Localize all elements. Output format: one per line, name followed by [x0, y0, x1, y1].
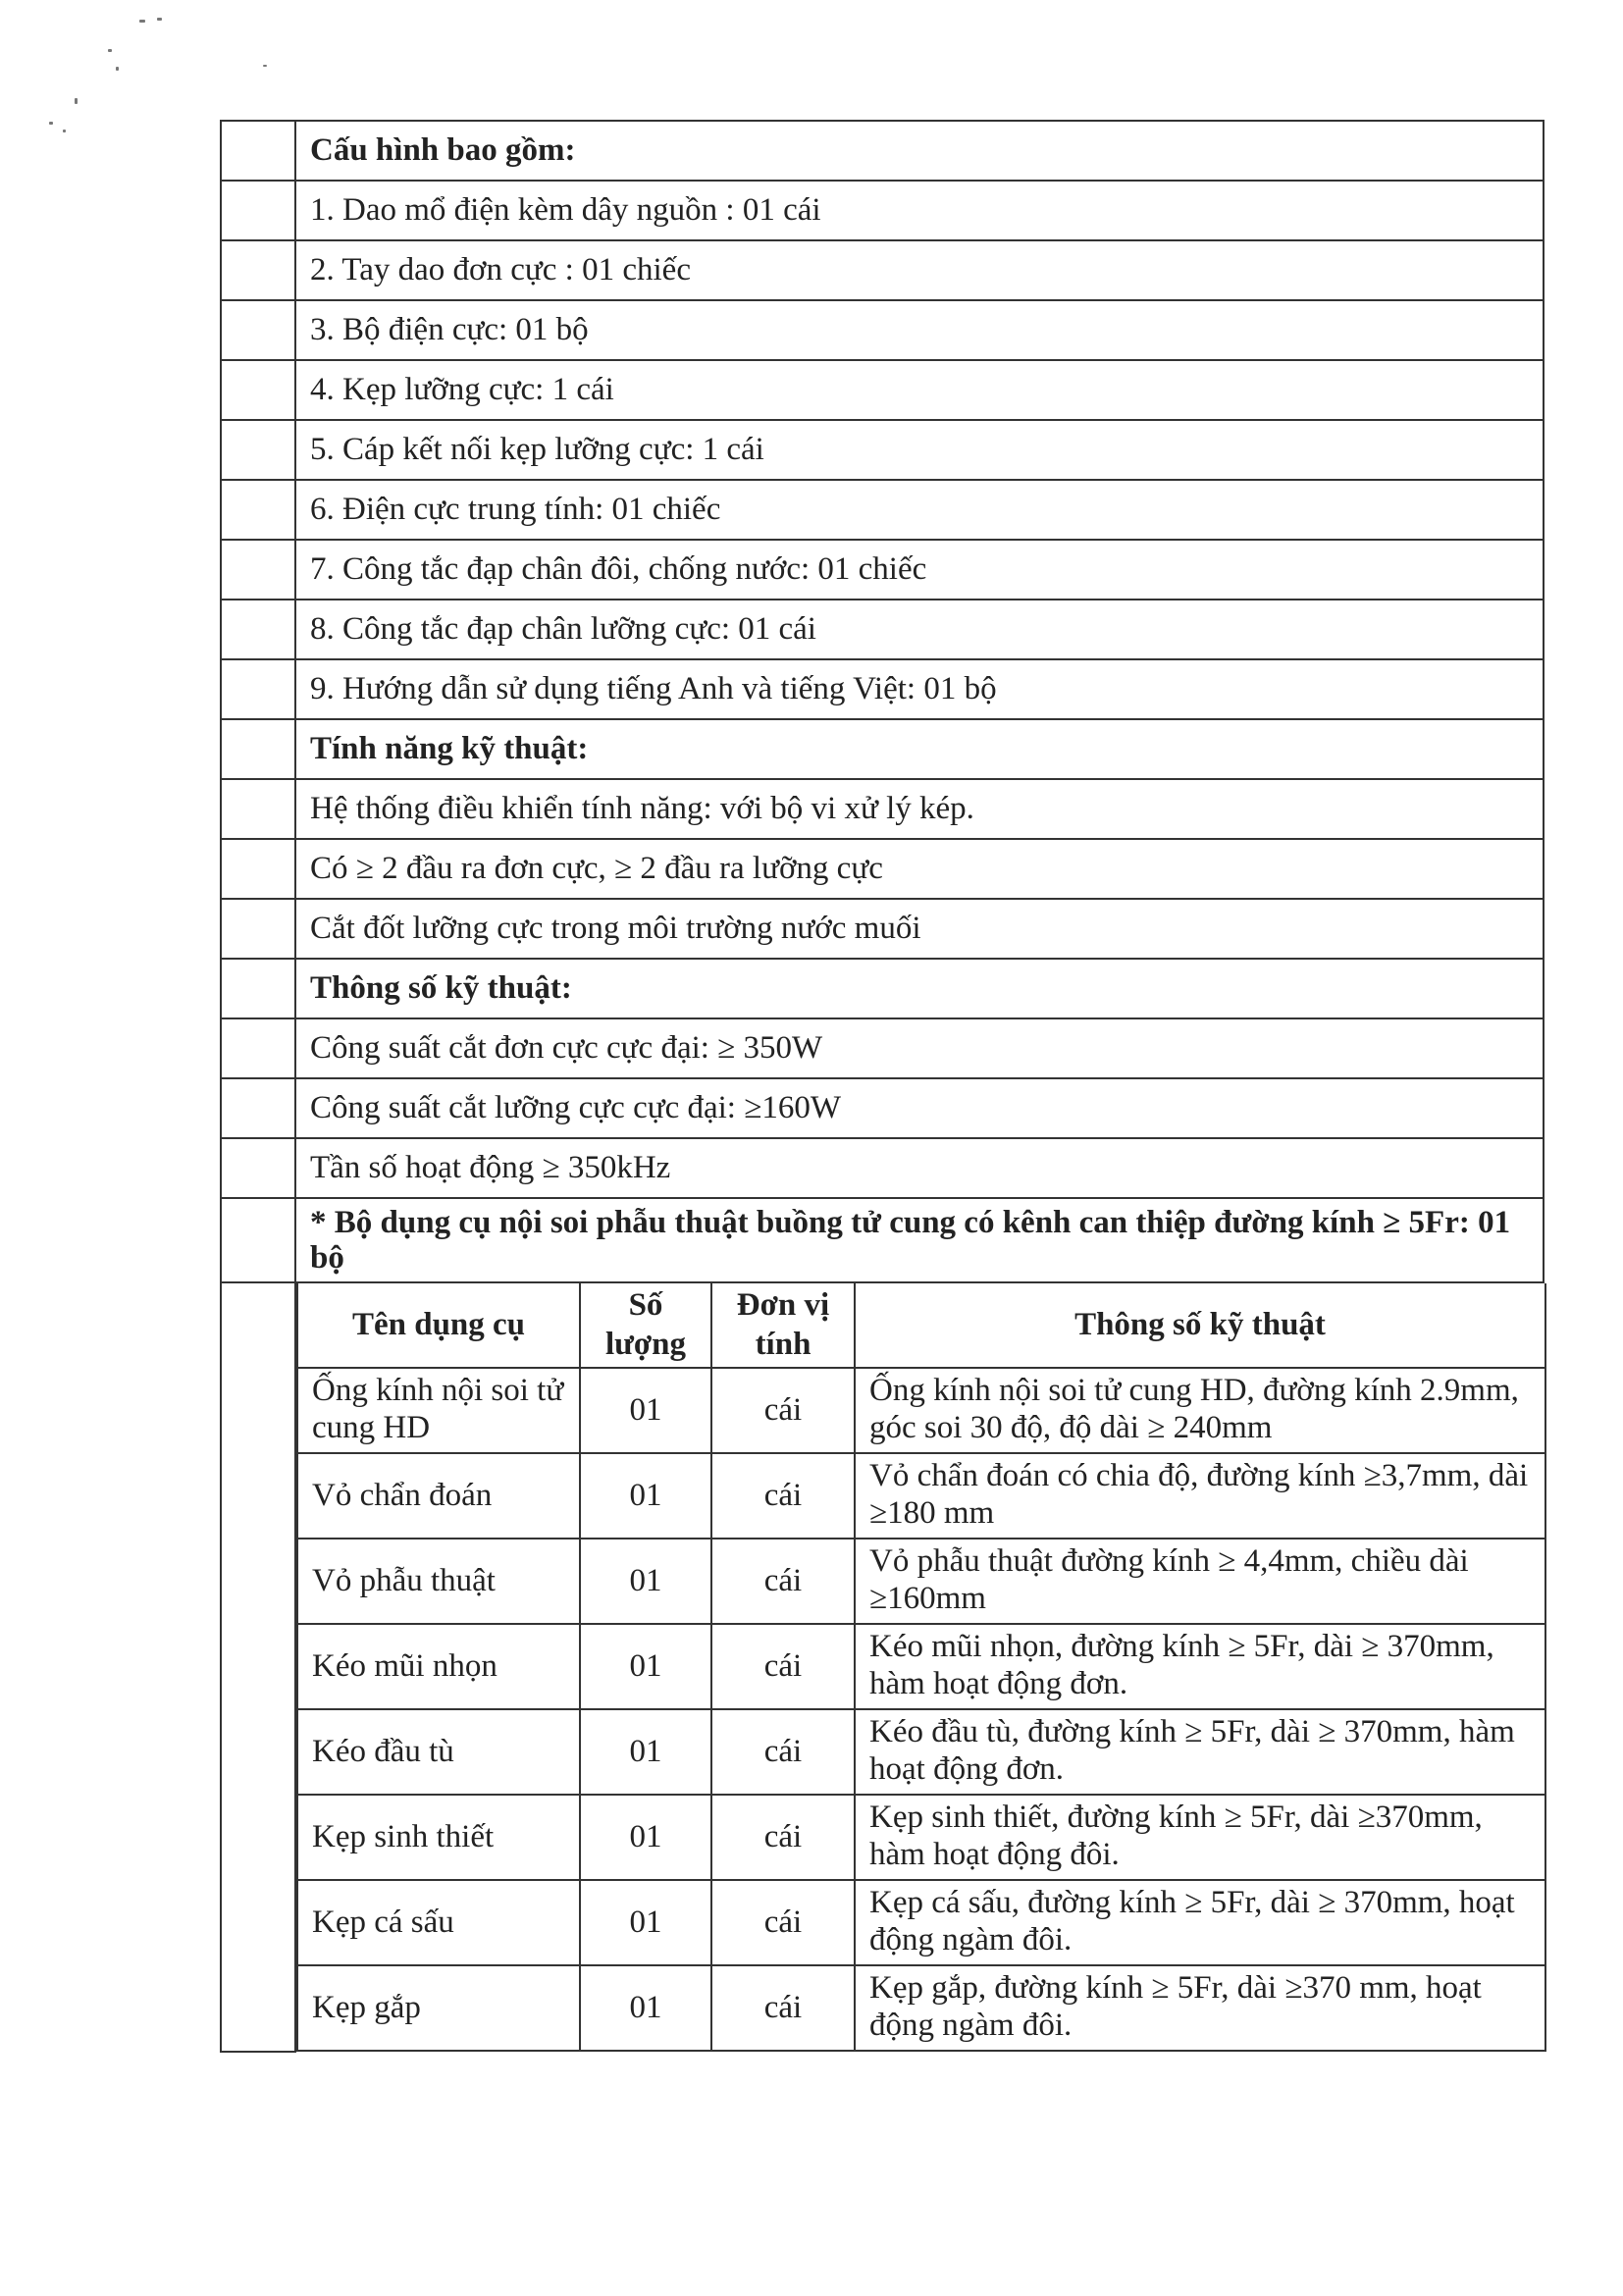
features-heading: Tính năng kỹ thuật: [295, 719, 1544, 779]
index-cell [221, 959, 295, 1018]
specs-heading: Thông số kỹ thuật: [295, 959, 1544, 1018]
config-item: 5. Cáp kết nối kẹp lưỡng cực: 1 cái [295, 420, 1544, 480]
kit-heading: * Bộ dụng cụ nội soi phẫu thuật buồng tử cung có kênh can thiệp đường kính ≥ 5Fr: 01 bộ [295, 1198, 1544, 1282]
feature-item: Cắt đốt lưỡng cực trong môi trường nước muối [295, 899, 1544, 959]
index-cell [221, 779, 295, 839]
feature-item-row [221, 779, 1544, 839]
kit-name: Kéo đầu tù [297, 1709, 580, 1795]
index-cell [221, 360, 295, 420]
specs-heading-row [221, 959, 1544, 1018]
config-item-row [221, 540, 1544, 600]
kit-row [297, 1795, 1545, 1880]
kit-col-name-header: Tên dụng cụ [297, 1283, 580, 1368]
features-heading-row [221, 719, 1544, 779]
kit-name: Kẹp cá sấu [297, 1880, 580, 1965]
kit-spec: Ống kính nội soi tử cung HD, đường kính 2.9mm, góc soi 30 độ, độ dài ≥ 240mm [855, 1368, 1545, 1453]
config-item-row [221, 480, 1544, 540]
scan-speck [75, 98, 78, 104]
scan-speck [263, 65, 267, 67]
config-item-row [221, 360, 1544, 420]
kit-col-qty-header: Số lượng [580, 1283, 711, 1368]
index-cell [221, 1078, 295, 1138]
config-item: 6. Điện cực trung tính: 01 chiếc [295, 480, 1544, 540]
scan-speck [63, 130, 66, 132]
kit-spec: Kẹp sinh thiết, đường kính ≥ 5Fr, dài ≥370mm, hàm hoạt động đôi. [855, 1795, 1545, 1880]
index-cell [221, 480, 295, 540]
kit-table-row [221, 1282, 1544, 2052]
feature-item: Có ≥ 2 đầu ra đơn cực, ≥ 2 đầu ra lưỡng cực [295, 839, 1544, 899]
kit-heading-row [221, 1198, 1544, 1282]
kit-name: Ống kính nội soi tử cung HD [297, 1368, 580, 1453]
spec-item-row [221, 1078, 1544, 1138]
config-heading: Cấu hình bao gồm: [295, 121, 1544, 181]
index-cell [221, 1138, 295, 1198]
index-cell [221, 600, 295, 659]
kit-name: Kẹp gắp [297, 1965, 580, 2051]
config-item: 9. Hướng dẫn sử dụng tiếng Anh và tiếng Việt: 01 bộ [295, 659, 1544, 719]
config-item: 2. Tay dao đơn cực : 01 chiếc [295, 240, 1544, 300]
kit-unit: cái [711, 1795, 855, 1880]
config-item-row [221, 300, 1544, 360]
config-item: 7. Công tắc đạp chân đôi, chống nước: 01 chiếc [295, 540, 1544, 600]
kit-qty: 01 [580, 1795, 711, 1880]
kit-col-spec-header: Thông số kỹ thuật [855, 1283, 1545, 1368]
index-cell [221, 1018, 295, 1078]
kit-unit: cái [711, 1709, 855, 1795]
kit-col-unit-header: Đơn vị tính [711, 1283, 855, 1368]
kit-unit: cái [711, 1539, 855, 1624]
kit-spec: Vỏ chẩn đoán có chia độ, đường kính ≥3,7mm, dài ≥180 mm [855, 1453, 1545, 1539]
config-item: 1. Dao mổ điện kèm dây nguồn : 01 cái [295, 181, 1544, 240]
index-cell [221, 240, 295, 300]
index-cell [221, 839, 295, 899]
kit-unit: cái [711, 1880, 855, 1965]
kit-name: Vỏ phẫu thuật [297, 1539, 580, 1624]
scan-speck [116, 67, 119, 71]
kit-row [297, 1880, 1545, 1965]
kit-qty: 01 [580, 1539, 711, 1624]
kit-spec: Kéo mũi nhọn, đường kính ≥ 5Fr, dài ≥ 370mm, hàm hoạt động đơn. [855, 1624, 1545, 1709]
kit-unit: cái [711, 1965, 855, 2051]
scan-speck [49, 122, 53, 125]
spec-item: Công suất cắt lưỡng cực cực đại: ≥160W [295, 1078, 1544, 1138]
kit-header-row [297, 1283, 1545, 1368]
kit-row [297, 1965, 1545, 2051]
config-item-row [221, 600, 1544, 659]
kit-name: Vỏ chẩn đoán [297, 1453, 580, 1539]
index-cell [221, 1198, 295, 1282]
kit-name: Kéo mũi nhọn [297, 1624, 580, 1709]
index-cell [221, 121, 295, 181]
kit-qty: 01 [580, 1965, 711, 2051]
config-item: 4. Kẹp lưỡng cực: 1 cái [295, 360, 1544, 420]
kit-spec: Kéo đầu tù, đường kính ≥ 5Fr, dài ≥ 370mm, hàm hoạt động đơn. [855, 1709, 1545, 1795]
index-cell [221, 300, 295, 360]
kit-name: Kẹp sinh thiết [297, 1795, 580, 1880]
kit-row [297, 1368, 1545, 1453]
index-cell [221, 899, 295, 959]
feature-item-row [221, 899, 1544, 959]
scan-speck [108, 49, 112, 52]
spec-item-row [221, 1018, 1544, 1078]
scan-speck [157, 18, 162, 21]
index-cell [221, 719, 295, 779]
index-cell [221, 659, 295, 719]
kit-row [297, 1624, 1545, 1709]
kit-unit: cái [711, 1453, 855, 1539]
spec-item: Công suất cắt đơn cực cực đại: ≥ 350W [295, 1018, 1544, 1078]
kit-unit: cái [711, 1624, 855, 1709]
index-cell [221, 181, 295, 240]
kit-row [297, 1539, 1545, 1624]
kit-unit: cái [711, 1368, 855, 1453]
spec-item: Tần số hoạt động ≥ 350kHz [295, 1138, 1544, 1198]
document-table [220, 120, 1544, 2053]
config-item-row [221, 659, 1544, 719]
index-cell [221, 540, 295, 600]
config-heading-row [221, 121, 1544, 181]
index-cell [221, 1282, 295, 2052]
kit-qty: 01 [580, 1624, 711, 1709]
kit-qty: 01 [580, 1368, 711, 1453]
config-item-row [221, 181, 1544, 240]
kit-row [297, 1709, 1545, 1795]
config-item: 8. Công tắc đạp chân lưỡng cực: 01 cái [295, 600, 1544, 659]
kit-spec: Kẹp cá sấu, đường kính ≥ 5Fr, dài ≥ 370mm, hoạt động ngàm đôi. [855, 1880, 1545, 1965]
kit-row [297, 1453, 1545, 1539]
spec-item-row [221, 1138, 1544, 1198]
kit-spec: Vỏ phẫu thuật đường kính ≥ 4,4mm, chiều dài ≥160mm [855, 1539, 1545, 1624]
config-item-row [221, 420, 1544, 480]
kit-qty: 01 [580, 1709, 711, 1795]
config-item-row [221, 240, 1544, 300]
scan-speck [139, 20, 145, 23]
kit-spec: Kẹp gắp, đường kính ≥ 5Fr, dài ≥370 mm, hoạt động ngàm đôi. [855, 1965, 1545, 2051]
feature-item-row [221, 839, 1544, 899]
kit-table [296, 1283, 1546, 2052]
config-item: 3. Bộ điện cực: 01 bộ [295, 300, 1544, 360]
index-cell [221, 420, 295, 480]
kit-qty: 01 [580, 1880, 711, 1965]
kit-table-holder [295, 1282, 1544, 2052]
feature-item: Hệ thống điều khiển tính năng: với bộ vi xử lý kép. [295, 779, 1544, 839]
kit-qty: 01 [580, 1453, 711, 1539]
